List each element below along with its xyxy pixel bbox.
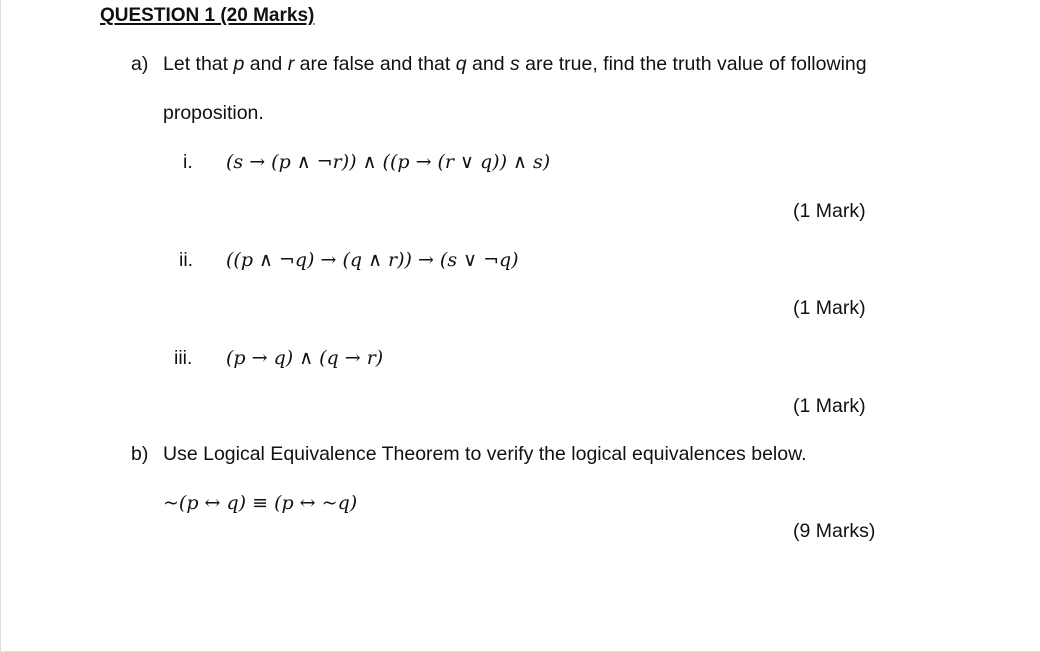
part-b-label: b) [131, 443, 149, 465]
mark-label: (1 Mark) [793, 395, 866, 417]
proposition-expression: ((p ∧ ¬q) → (q ∧ r)) → (s ∨ ¬q) [226, 249, 519, 271]
part-a-label: a) [131, 53, 149, 75]
proposition-expression: (s → (p ∧ ¬r)) ∧ ((p → (r ∨ q)) ∧ s) [226, 151, 551, 173]
equivalence-expression: ~(p ↔ q) ≡ (p ↔ ~q) [163, 492, 358, 514]
question-heading: QUESTION 1 (20 Marks) [100, 5, 315, 26]
mark-label: (1 Mark) [793, 297, 866, 319]
part-b-text: Use Logical Equivalence Theorem to verify the logical equivalences below. [163, 443, 807, 465]
mark-label: (1 Mark) [793, 200, 866, 222]
mark-label: (9 Marks) [793, 520, 876, 542]
part-a-text-segment: Let that [163, 53, 234, 75]
part-a-text-line-1 [163, 53, 867, 76]
variable-q: q [455, 53, 467, 75]
page-edge [0, 0, 1, 652]
part-a-text-segment: are true, find the truth value of following [519, 53, 867, 75]
proposition-expression: (p → q) ∧ (q → r) [226, 347, 384, 369]
part-a-text-line-2: proposition. [163, 102, 264, 124]
item-numeral: i. [183, 151, 193, 173]
part-a-text-segment: and [244, 53, 288, 75]
variable-s: s [509, 53, 520, 75]
variable-r: r [287, 53, 295, 75]
part-a-text-segment: are false and that [294, 53, 456, 75]
item-numeral: iii. [174, 347, 193, 369]
item-numeral: ii. [179, 249, 194, 271]
part-a-text-segment: and [466, 53, 510, 75]
variable-p: p [233, 53, 245, 75]
